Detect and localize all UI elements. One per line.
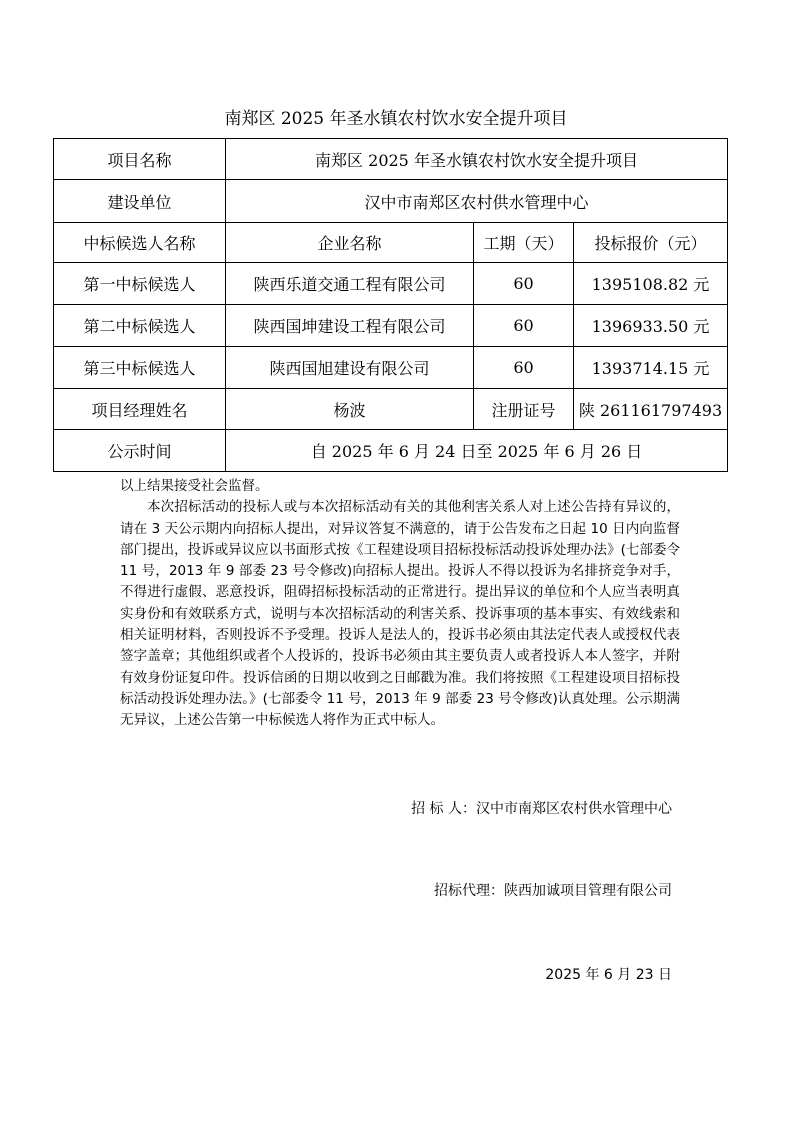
candidate-price: 1395108.82 元 [574,263,728,305]
candidate-rank: 第二中标候选人 [54,305,226,347]
bid-result-table [53,138,728,472]
publicity-value: 自 2025 年 6 月 24 日至 2025 年 6 月 26 日 [226,430,728,472]
header-price: 投标报价（元） [574,223,728,263]
publicity-label: 公示时间 [54,430,226,472]
candidate-row [54,347,728,389]
header-company: 企业名称 [226,223,474,263]
builder-value: 汉中市南郑区农村供水管理中心 [226,180,728,223]
agent-signature: 招标代理：陕西加诚项目管理有限公司 [434,883,672,899]
candidate-rank: 第一中标候选人 [54,263,226,305]
candidate-company: 陕西国旭建设有限公司 [226,347,474,389]
notice-body [120,476,680,732]
header-row [54,223,728,263]
candidate-price: 1393714.15 元 [574,347,728,389]
candidate-rank: 第三中标候选人 [54,347,226,389]
candidate-period: 60 [474,263,574,305]
header-candidate: 中标候选人名称 [54,223,226,263]
candidate-row [54,263,728,305]
cert-label: 注册证号 [474,389,574,430]
notice-date: 2025 年 6 月 23 日 [545,967,672,983]
candidate-period: 60 [474,347,574,389]
document-title: 南郑区 2025 年圣水镇农村饮水安全提升项目 [224,109,568,129]
manager-value: 杨波 [226,389,474,430]
manager-label: 项目经理姓名 [54,389,226,430]
manager-row [54,389,728,430]
tenderer-signature: 招 标 人：汉中市南郑区农村供水管理中心 [411,801,672,817]
objection-paragraph: 本次招标活动的投标人或与本次招标活动有关的其他利害关系人对上述公告持有异议的，请在 3 天公示期内向招标人提出，对异议答复不满意的，请于公告发布之日起 10 日内向监督部门提出，投诉或异议应以书面形式按《工程建设项目招标投标活动投诉处理办法》(七部委令 11 号，2013 年 9 部委 23 号令修改)向招标人提出。投诉人不得以投诉为名排挤竞争对手，不得进行虚假、恶意投诉，阻碍招标投标活动的正常进行。提出异议的单位和个人应当表明真实身份和有效联系方式，说明与本次招标活动的利害关系、投诉事项的基本事实、有效线索和相关证明材料，否则投诉不予受理。投诉人是法人的，投诉书必须由其法定代表人或授权代表签字盖章；其他组织或者个人投诉的，投诉书必须由其主要负责人或者投诉人本人签字，并附有效身份证复印件。投诉信函的日期以收到之日邮戳为准。我们将按照《工程建设项目招标投标活动投诉处理办法。》(七部委令 11 号，2013 年 9 部委 23 号令修改)认真处理。公示期满无异议，上述公告第一中标候选人将作为正式中标人。 [120,499,680,729]
publicity-row [54,430,728,472]
builder-label: 建设单位 [54,180,226,223]
project-name-value: 南郑区 2025 年圣水镇农村饮水安全提升项目 [226,139,728,180]
candidate-company: 陕西乐道交通工程有限公司 [226,263,474,305]
candidate-row [54,305,728,347]
project-name-label: 项目名称 [54,139,226,180]
header-period: 工期（天） [474,223,574,263]
candidate-period: 60 [474,305,574,347]
project-name-row [54,139,728,180]
candidate-price: 1396933.50 元 [574,305,728,347]
supervision-line: 以上结果接受社会监督。 [120,478,269,494]
candidate-company: 陕西国坤建设工程有限公司 [226,305,474,347]
builder-row [54,180,728,223]
cert-value: 陕 261161797493 [574,389,728,430]
